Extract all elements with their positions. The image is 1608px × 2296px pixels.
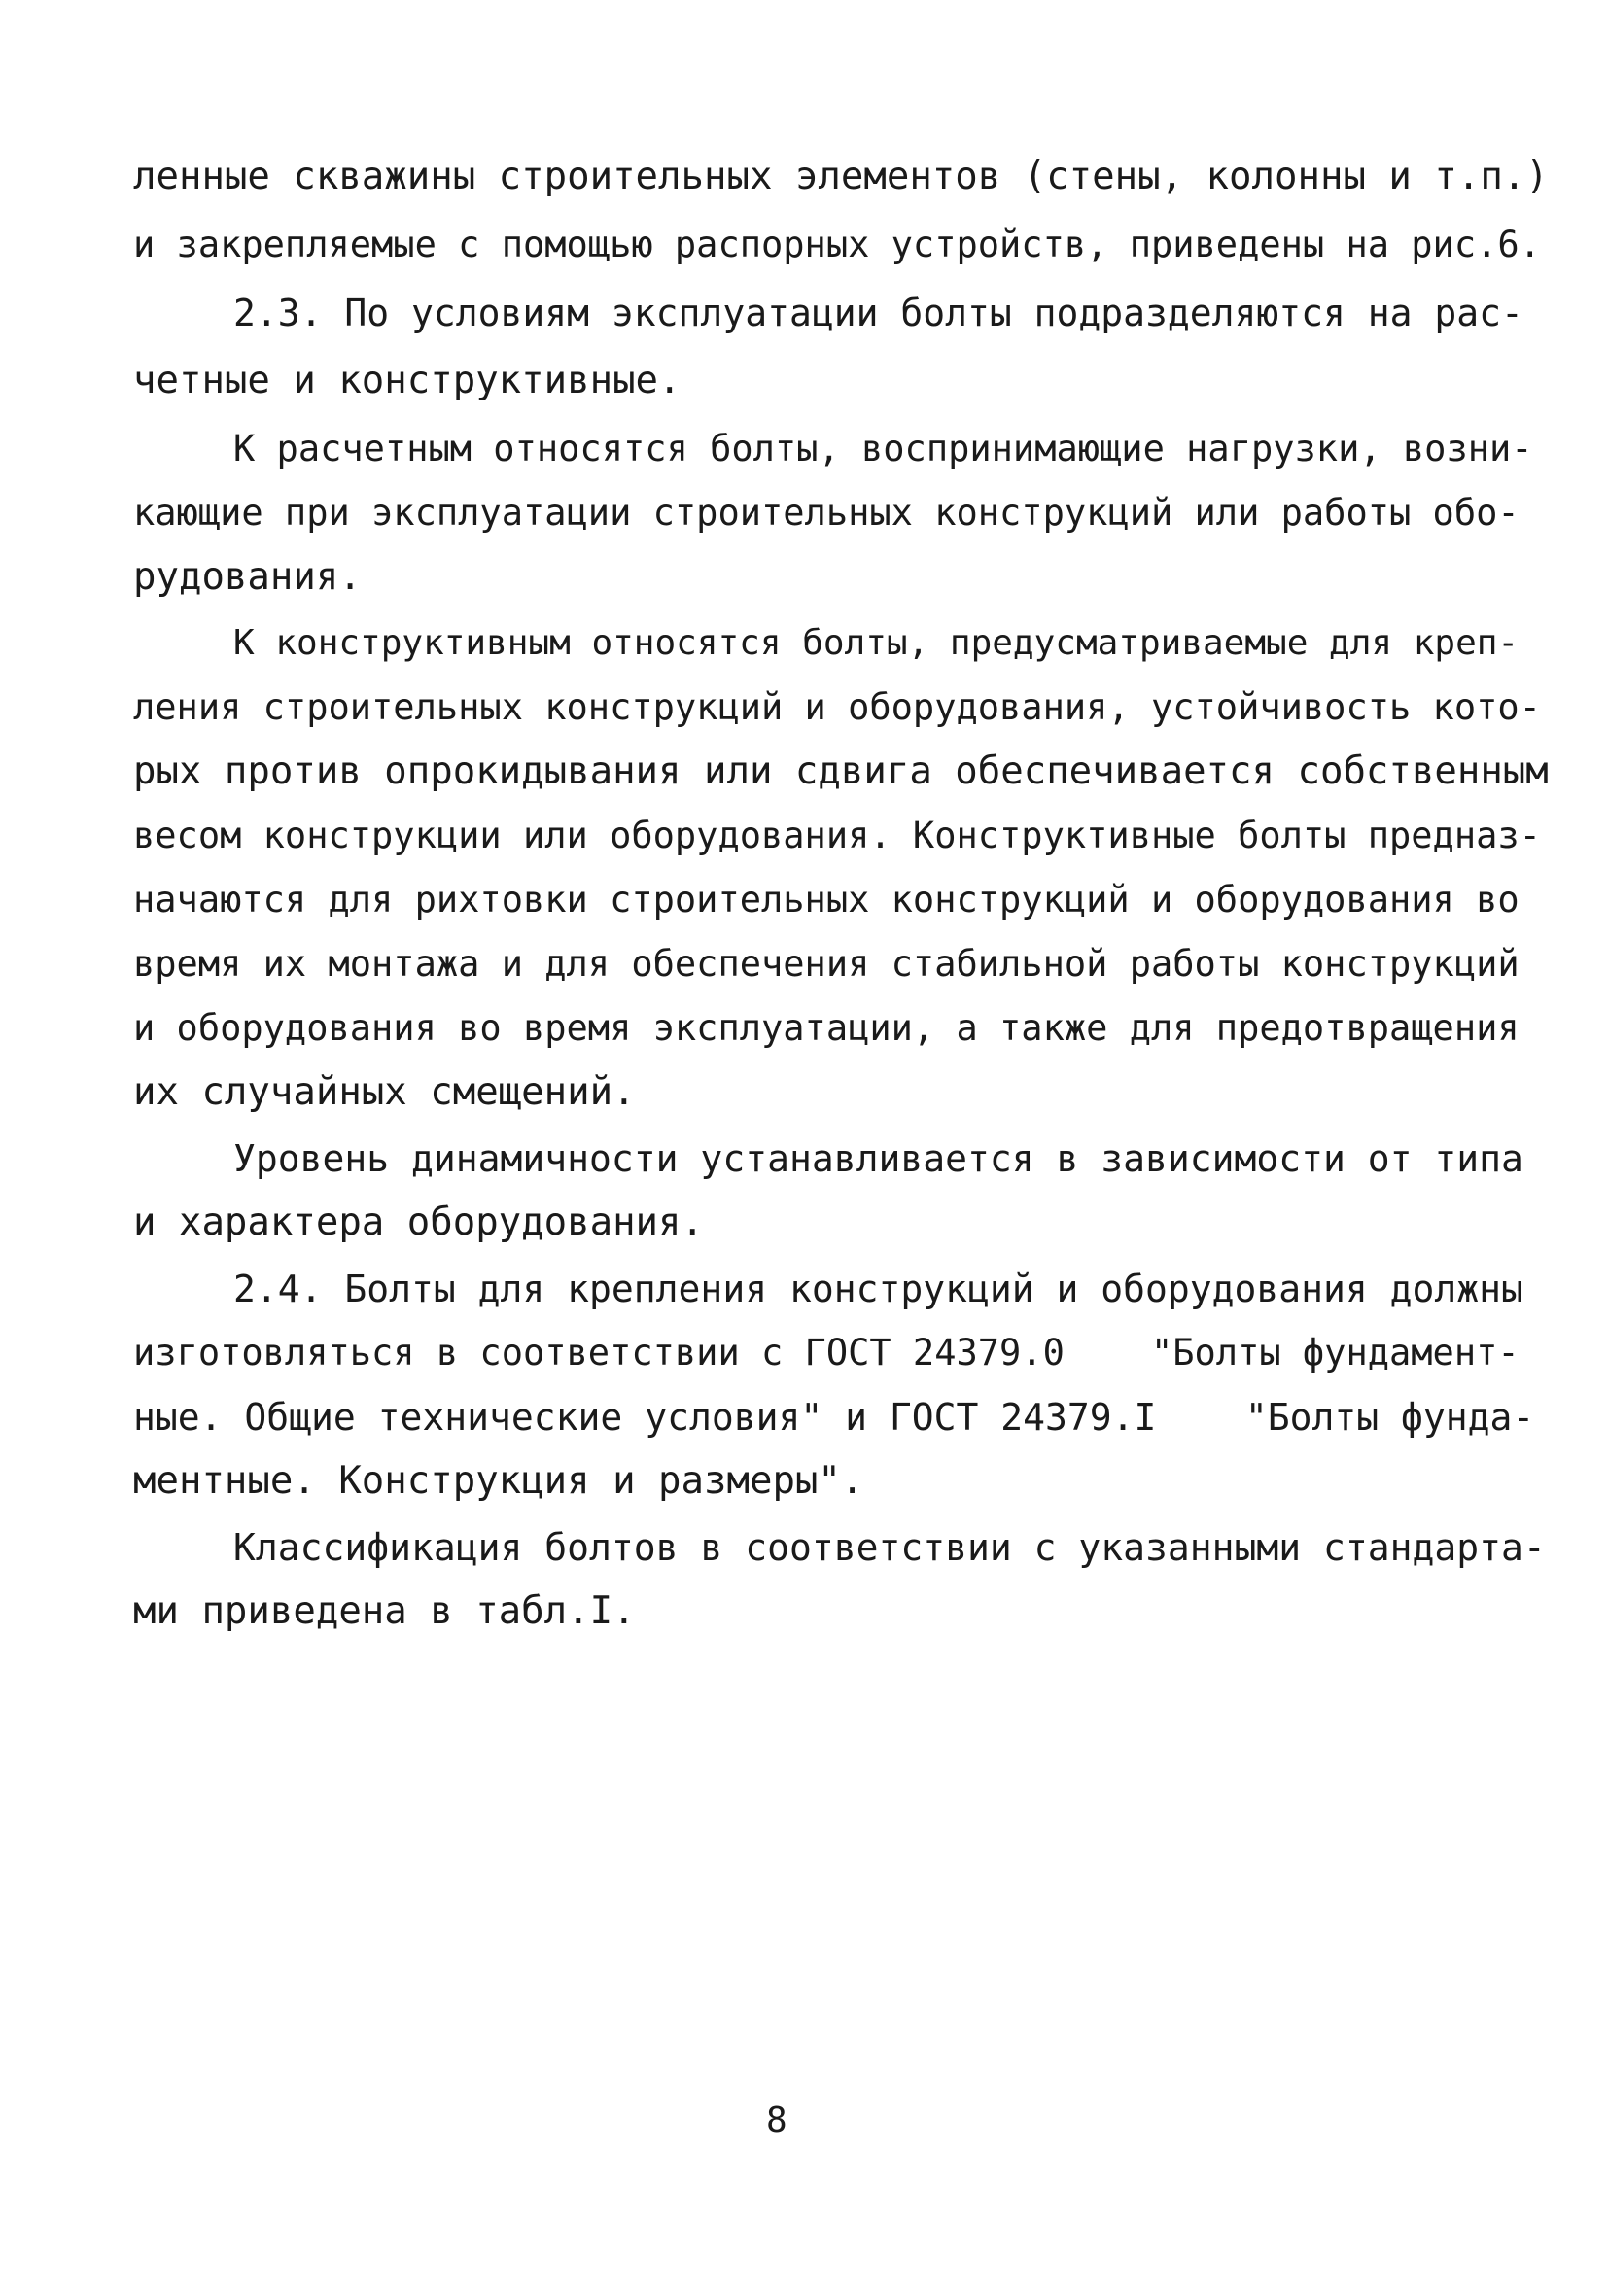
text-line: рых против опрокидывания или сдвига обеспечивается собственным — [133, 749, 1549, 793]
text-line: рудования. — [133, 555, 362, 599]
text-line: весом конструкции или оборудования. Конструктивные болты предназ- — [133, 815, 1541, 856]
text-line: время их монтажа и для обеспечения стабильной работы конструкций — [133, 943, 1520, 985]
text-line: ные. Общие технические условия" и ГОСТ 24379.I "Болты фунда- — [133, 1396, 1535, 1439]
text-line: Уровень динамичности устанавливается в зависимости от типа — [233, 1137, 1523, 1180]
page-number: 8 — [766, 2101, 787, 2140]
text-line: ментные. Конструкция и размеры". — [133, 1459, 864, 1503]
text-line: начаются для рихтовки строительных конструкций и оборудования во — [133, 879, 1520, 921]
text-line: ленные скважины строительных элементов (стены, колонны и т.п.) — [133, 155, 1549, 198]
text-line: 2.3. По условиям эксплуатации болты подразделяются на рас- — [233, 292, 1523, 334]
text-line: и оборудования во время эксплуатации, а также для предотвращения — [133, 1007, 1520, 1049]
text-line: К расчетным относятся болты, воспринимающие нагрузки, возни- — [233, 428, 1533, 470]
text-line: ми приведена в табл.I. — [133, 1589, 636, 1633]
text-line: изготовляться в соответствии с ГОСТ 24379.0 "Болты фундамент- — [133, 1332, 1520, 1374]
text-line: 2.4. Болты для крепления конструкций и оборудования должны — [233, 1268, 1523, 1310]
text-line: ления строительных конструкций и оборудования, устойчивость кото- — [133, 686, 1541, 728]
text-line: четные и конструктивные. — [133, 359, 682, 402]
text-line: Классификация болтов в соответствии с указанными стандарта- — [233, 1526, 1546, 1569]
text-line: кающие при эксплуатации строительных конструкций или работы обо- — [133, 492, 1520, 534]
text-line: К конструктивным относятся болты, предусматриваемые для креп- — [233, 623, 1520, 663]
text-line: и закрепляемые с помощью распорных устройств, приведены на рис.6. — [133, 224, 1541, 265]
text-line: их случайных смещений. — [133, 1070, 636, 1114]
text-line: и характера оборудования. — [133, 1200, 704, 1244]
